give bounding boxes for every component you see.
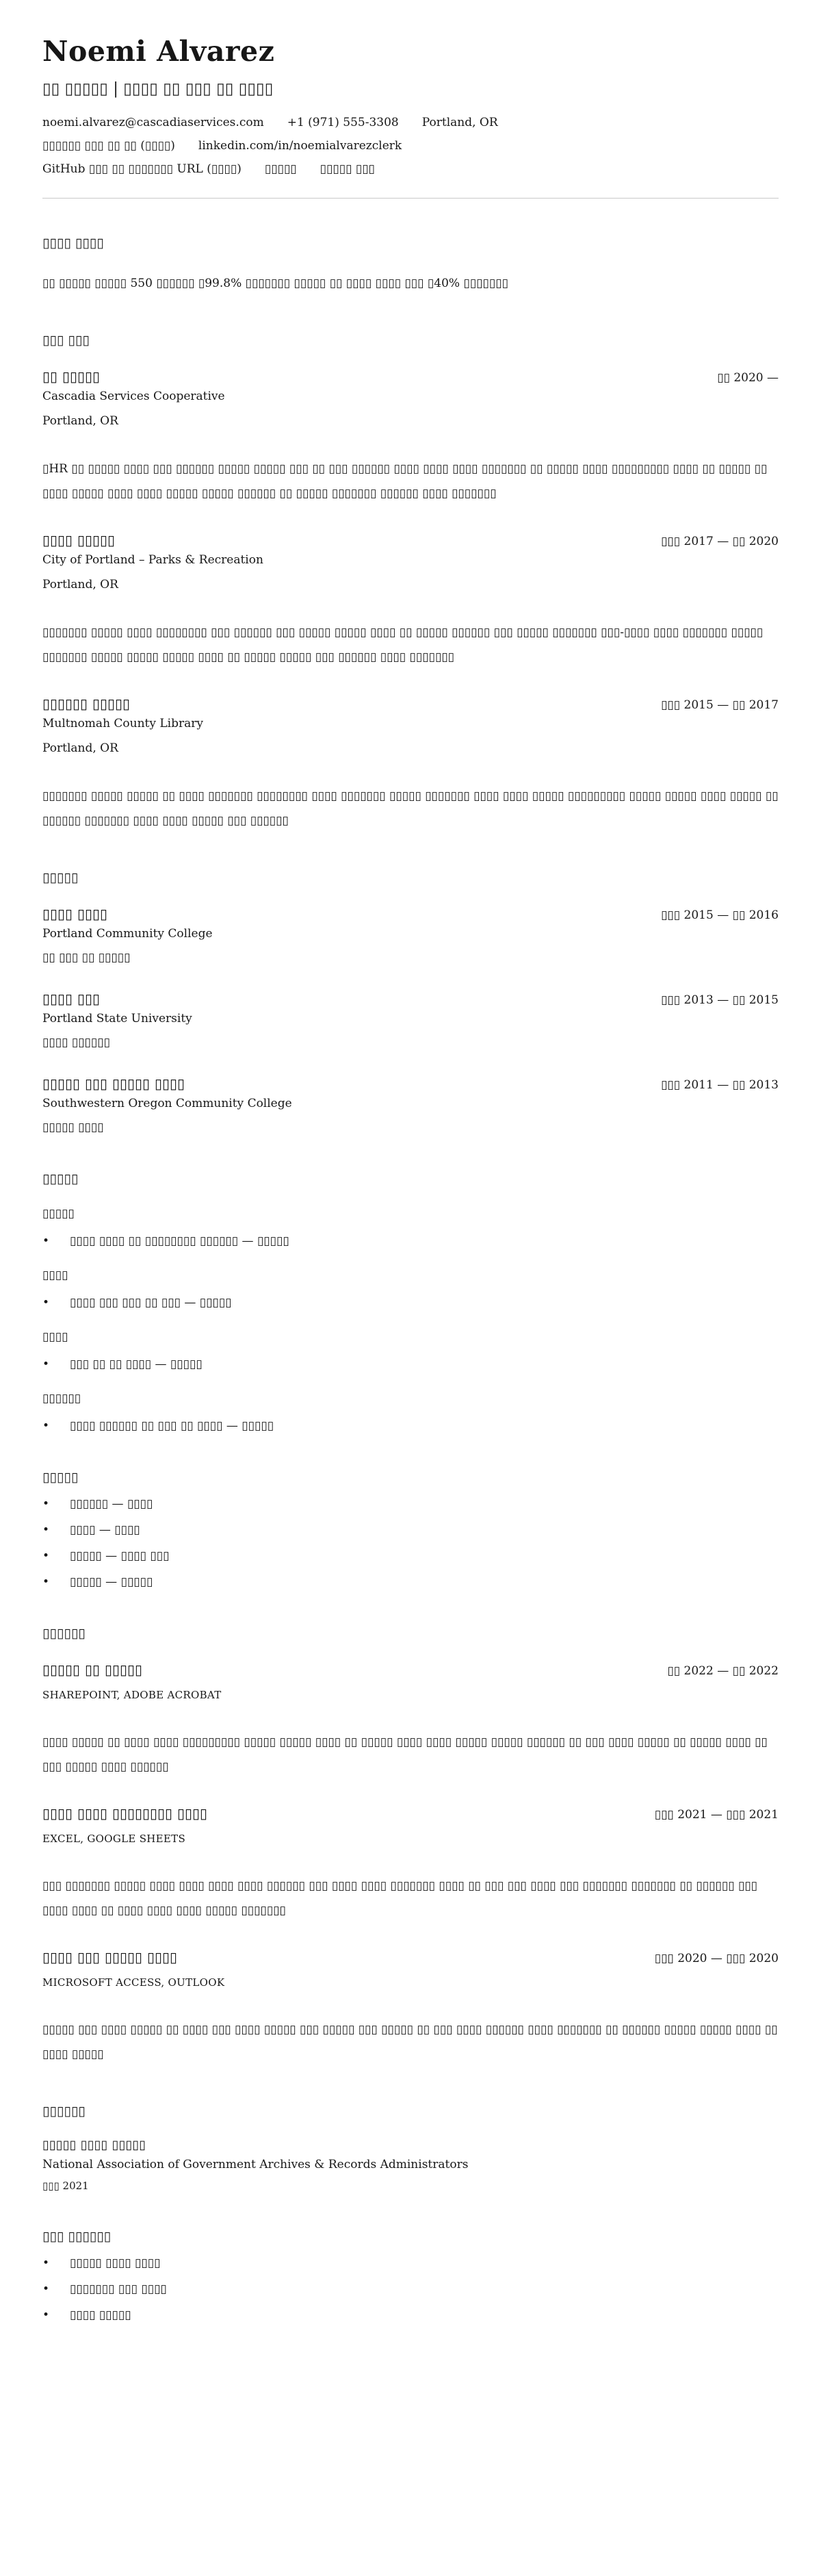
project-tools: EXCEL, GOOGLE SHEETS xyxy=(42,1833,186,1846)
project-date: ▯▯▯ 2021 — ▯▯▯ 2021 xyxy=(654,1808,779,1822)
job-entry xyxy=(42,532,779,669)
skill-item: • ▯▯▯ ▯▯ ▯▯ ▯▯▯▯ — ▯▯▯▯▯ xyxy=(42,1357,779,1371)
interests-heading: ▯▯▯ ▯▯▯▯▯▯ xyxy=(42,2229,112,2245)
education-degree: ▯▯▯▯ ▯▯▯ xyxy=(42,991,101,1008)
interest-item: • ▯▯▯▯▯▯▯ ▯▯▯ ▯▯▯▯ xyxy=(42,2282,779,2296)
contact-phone: +1 (971) 555-3308 xyxy=(287,116,399,130)
education-degree: ▯▯▯▯ ▯▯▯▯ xyxy=(42,906,108,923)
job-location: Portland, OR xyxy=(42,414,118,429)
skill-item: • ▯▯▯▯ ▯▯▯ ▯▯▯ ▯▯ ▯▯▯ — ▯▯▯▯▯ xyxy=(42,1296,779,1310)
project-date: ▯▯ 2022 — ▯▯ 2022 xyxy=(667,1664,779,1679)
languages-heading: ▯▯▯▯▯ xyxy=(42,1470,79,1485)
skill-item: • ▯▯▯▯ ▯▯▯▯▯▯ ▯▯ ▯▯▯ ▯▯ ▯▯▯▯ — ▯▯▯▯▯ xyxy=(42,1419,779,1433)
contact-row-1 xyxy=(42,116,779,129)
section-languages xyxy=(42,1470,779,1589)
certifications-heading: ▯▯▯▯▯▯ xyxy=(42,2104,86,2119)
section-interests xyxy=(42,2229,779,2322)
skill-item: • ▯▯▯▯ ▯▯▯▯ ▯▯ ▯▯▯▯▯▯▯▯ ▯▯▯▯▯▯ — ▯▯▯▯▯ xyxy=(42,1234,779,1248)
skill-category-name: ▯▯▯▯ xyxy=(42,1330,68,1344)
section-experience xyxy=(42,333,779,833)
education-school: Southwestern Oregon Community College xyxy=(42,1097,292,1111)
project-description: ▯▯▯▯▯ ▯▯▯ ▯▯▯▯ ▯▯▯▯▯ ▯▯ ▯▯▯▯ ▯▯▯ ▯▯▯▯ ▯▯▯▯▯ ▯▯▯ ▯▯▯▯▯ ▯▯▯ ▯▯▯▯▯ ▯▯ ▯▯▯ ▯▯▯▯ ▯▯▯▯▯▯ ▯▯▯▯ ▯▯▯▯▯▯▯ ▯▯ ▯▯▯▯▯▯ ▯▯▯▯▯ ▯▯▯▯▯ ▯▯▯▯ ▯▯ ▯▯▯▯ ▯▯▯▯▯ xyxy=(42,2023,778,2062)
education-school: Portland Community College xyxy=(42,927,213,941)
contact-extra-1: ▯▯▯▯▯ xyxy=(264,162,297,177)
contact-extra-2: ▯▯▯▯▯ ▯▯▯ xyxy=(320,162,375,177)
project-tools: SHAREPOINT, ADOBE ACROBAT xyxy=(42,1689,222,1702)
languages-list xyxy=(42,1497,779,1589)
project-description: ▯▯▯ ▯▯▯▯▯▯▯ ▯▯▯▯▯ ▯▯▯▯ ▯▯▯▯ ▯▯▯▯ ▯▯▯▯ ▯▯▯▯▯▯ ▯▯▯ ▯▯▯▯ ▯▯▯▯ ▯▯▯▯▯▯▯ ▯▯▯▯ ▯▯ ▯▯▯ ▯▯▯ ▯▯▯▯ ▯▯▯ ▯▯▯▯▯▯▯ ▯▯▯▯▯▯▯ ▯▯ ▯▯▯▯▯▯ ▯▯▯ ▯▯▯▯ ▯▯▯▯ ▯▯ ▯▯▯▯ ▯▯▯▯ ▯▯▯▯ ▯▯▯▯▯ ▯▯▯▯▯▯▯ xyxy=(42,1879,758,1918)
contact-github-label: GitHub ▯▯▯ ▯▯ ▯▯▯▯▯▯▯ URL (▯▯▯▯) xyxy=(42,162,242,177)
job-date: ▯▯▯ 2015 — ▯▯ 2017 xyxy=(661,698,779,713)
skill-category-name: ▯▯▯▯▯ xyxy=(42,1207,75,1221)
summary-text: ▯▯ ▯▯▯▯▯ ▯▯▯▯▯ 550 ▯▯▯▯▯▯ ▯99.8% ▯▯▯▯▯▯▯ ▯▯▯▯▯ ▯▯ ▯▯▯▯ ▯▯▯▯ ▯▯▯ ▯40% ▯▯▯▯▯▯▯ xyxy=(42,277,508,291)
job-company: Multnomah County Library xyxy=(42,717,203,731)
project-title: ▯▯▯▯ ▯▯▯▯ ▯▯▯▯▯▯▯▯ ▯▯▯▯ xyxy=(42,1805,208,1822)
skill-category xyxy=(42,1392,779,1433)
education-date: ▯▯▯ 2015 — ▯▯ 2016 xyxy=(661,908,779,923)
section-education xyxy=(42,870,779,1134)
section-certifications xyxy=(42,2104,779,2192)
certification-date: ▯▯▯ 2021 xyxy=(42,2180,89,2193)
education-degree: ▯▯▯▯▯ ▯▯▯ ▯▯▯▯▯ ▯▯▯▯ xyxy=(42,1075,185,1093)
job-entry xyxy=(42,368,779,506)
job-entry xyxy=(42,696,779,833)
education-detail: ▯▯▯▯▯ ▯▯▯▯ xyxy=(42,1121,104,1135)
education-entry xyxy=(42,906,779,965)
contact-row-2 xyxy=(42,139,779,153)
summary-heading: ▯▯▯▯ ▯▯▯▯ xyxy=(42,235,104,251)
certification-issuer: National Association of Government Archives & Records Administrators xyxy=(42,2158,469,2172)
projects-heading: ▯▯▯▯▯▯ xyxy=(42,1626,86,1642)
candidate-title: ▯▯ ▯▯▯▯▯ | ▯▯▯▯ ▯▯ ▯▯▯ ▯▯ ▯▯▯▯ xyxy=(42,80,274,99)
job-date: ▯▯▯ 2017 — ▯▯ 2020 xyxy=(661,535,779,549)
skill-category xyxy=(42,1268,779,1310)
skill-category xyxy=(42,1207,779,1248)
header-divider xyxy=(42,198,779,199)
contact-portfolio-label: ▯▯▯▯▯▯ ▯▯▯ ▯▯ ▯▯ (▯▯▯▯) xyxy=(42,139,175,153)
job-location: Portland, OR xyxy=(42,578,118,592)
education-entry xyxy=(42,991,779,1049)
contact-location: Portland, OR xyxy=(421,116,498,130)
job-company: City of Portland – Parks & Recreation xyxy=(42,553,263,568)
project-tools: MICROSOFT ACCESS, OUTLOOK xyxy=(42,1976,225,1989)
contact-email: noemi.alvarez@cascadiaservices.com xyxy=(42,116,264,130)
skill-category xyxy=(42,1330,779,1371)
certification-name: ▯▯▯▯▯ ▯▯▯▯ ▯▯▯▯▯ xyxy=(42,2138,146,2153)
job-title: ▯▯▯▯▯▯ ▯▯▯▯▯ xyxy=(42,696,131,713)
project-title: ▯▯▯▯ ▯▯▯ ▯▯▯▯▯ ▯▯▯▯ xyxy=(42,1949,177,1966)
education-detail: ▯▯ ▯▯▯ ▯▯ ▯▯▯▯▯ xyxy=(42,951,131,965)
education-heading: ▯▯▯▯▯ xyxy=(42,870,79,886)
interest-item: • ▯▯▯▯▯ ▯▯▯▯ ▯▯▯▯ xyxy=(42,2256,779,2270)
skill-category-name: ▯▯▯▯▯▯ xyxy=(42,1392,81,1406)
education-detail: ▯▯▯▯ ▯▯▯▯▯▯ xyxy=(42,1036,110,1050)
contact-row-3 xyxy=(42,162,779,176)
project-title: ▯▯▯▯▯ ▯▯ ▯▯▯▯▯ xyxy=(42,1661,142,1679)
language-item: • ▯▯▯▯ — ▯▯▯▯ xyxy=(42,1523,779,1537)
candidate-name: Noemi Alvarez xyxy=(42,35,275,68)
section-projects xyxy=(42,1626,779,2067)
project-entry xyxy=(42,1949,779,2067)
job-description: ▯HR ▯▯ ▯▯▯▯▯ ▯▯▯▯ ▯▯▯ ▯▯▯▯▯▯ ▯▯▯▯▯ ▯▯▯▯▯ ▯▯▯ ▯▯ ▯▯▯ ▯▯▯▯▯▯ ▯▯▯▯ ▯▯▯▯ ▯▯▯▯ ▯▯▯▯▯▯▯ ▯▯ ▯▯▯▯▯ ▯▯▯▯ ▯▯▯▯▯▯▯▯▯ ▯▯▯▯ ▯▯ ▯▯▯▯▯ ▯▯ ▯▯▯▯ ▯▯▯▯▯ ▯▯▯▯ ▯▯▯▯ ▯▯▯▯▯ ▯▯▯▯▯ ▯▯▯▯▯▯ ▯▯ ▯▯▯▯▯ ▯▯▯▯▯▯▯ ▯▯▯▯▯▯ ▯▯▯▯ ▯▯▯▯▯▯▯ xyxy=(42,462,768,501)
interest-item: • ▯▯▯▯ ▯▯▯▯▯ xyxy=(42,2308,779,2322)
job-date: ▯▯ 2020 — xyxy=(717,371,779,385)
job-description: ▯▯▯▯▯▯▯ ▯▯▯▯▯ ▯▯▯▯▯ ▯▯ ▯▯▯▯ ▯▯▯▯▯▯▯ ▯▯▯▯▯▯▯▯ ▯▯▯▯ ▯▯▯▯▯▯▯ ▯▯▯▯▯ ▯▯▯▯▯▯▯ ▯▯▯▯ ▯▯▯▯ ▯▯▯▯▯ ▯▯▯▯▯▯▯▯▯ ▯▯▯▯▯ ▯▯▯▯▯ ▯▯▯▯ ▯▯▯▯▯ ▯▯ ▯▯▯▯▯▯ ▯▯▯▯▯▯▯ ▯▯▯▯ ▯▯▯▯ ▯▯▯▯▯ ▯▯▯ ▯▯▯▯▯▯ xyxy=(42,789,779,828)
certification-entry xyxy=(42,2138,779,2192)
education-school: Portland State University xyxy=(42,1012,192,1026)
job-description: ▯▯▯▯▯▯▯ ▯▯▯▯▯ ▯▯▯▯ ▯▯▯▯▯▯▯▯ ▯▯▯ ▯▯▯▯▯▯ ▯▯▯ ▯▯▯▯▯ ▯▯▯▯▯ ▯▯▯▯ ▯▯ ▯▯▯▯▯ ▯▯▯▯▯▯ ▯▯▯ ▯▯▯▯▯ ▯▯▯▯▯▯▯ ▯▯▯-▯▯▯▯ ▯▯▯▯ ▯▯▯▯▯▯▯ ▯▯▯▯▯ ▯▯▯▯▯▯▯ ▯▯▯▯▯ ▯▯▯▯▯ ▯▯▯▯▯ ▯▯▯▯ ▯▯ ▯▯▯▯▯ ▯▯▯▯▯ ▯▯▯ ▯▯▯▯▯▯ ▯▯▯▯ ▯▯▯▯▯▯▯ xyxy=(42,626,764,665)
skill-category-name: ▯▯▯▯ xyxy=(42,1268,68,1283)
section-skills xyxy=(42,1171,779,1433)
project-description: ▯▯▯▯ ▯▯▯▯▯ ▯▯ ▯▯▯▯ ▯▯▯▯ ▯▯▯▯▯▯▯▯▯ ▯▯▯▯▯ ▯▯▯▯▯ ▯▯▯▯ ▯▯ ▯▯▯▯▯ ▯▯▯▯ ▯▯▯▯ ▯▯▯▯▯ ▯▯▯▯▯ ▯▯▯▯▯▯ ▯▯ ▯▯▯ ▯▯▯▯ ▯▯▯▯▯ ▯▯ ▯▯▯▯▯ ▯▯▯▯ ▯▯ ▯▯▯ ▯▯▯▯▯ ▯▯▯▯ ▯▯▯▯▯▯ xyxy=(42,1735,768,1774)
language-item: • ▯▯▯▯▯ — ▯▯▯▯▯ xyxy=(42,1575,779,1589)
project-entry xyxy=(42,1805,779,1923)
resume-header xyxy=(42,36,779,176)
education-date: ▯▯▯ 2013 — ▯▯ 2015 xyxy=(661,993,779,1008)
skills-heading: ▯▯▯▯▯ xyxy=(42,1171,79,1187)
interests-list xyxy=(42,2256,779,2322)
contact-block xyxy=(42,116,779,176)
experience-heading: ▯▯▯ ▯▯▯ xyxy=(42,333,90,348)
education-entry xyxy=(42,1075,779,1134)
job-location: Portland, OR xyxy=(42,741,118,756)
project-entry xyxy=(42,1661,779,1779)
language-item: • ▯▯▯▯▯ — ▯▯▯▯ ▯▯▯ xyxy=(42,1549,779,1563)
job-company: Cascadia Services Cooperative xyxy=(42,390,225,404)
project-date: ▯▯▯ 2020 — ▯▯▯ 2020 xyxy=(654,1952,779,1966)
language-item: • ▯▯▯▯▯▯ — ▯▯▯▯ xyxy=(42,1497,779,1511)
section-summary xyxy=(42,235,779,296)
contact-linkedin: linkedin.com/in/noemialvarezclerk xyxy=(198,139,402,153)
education-date: ▯▯▯ 2011 — ▯▯ 2013 xyxy=(661,1078,779,1093)
job-title: ▯▯▯▯ ▯▯▯▯▯ xyxy=(42,532,116,549)
job-title: ▯▯ ▯▯▯▯▯ xyxy=(42,368,101,385)
